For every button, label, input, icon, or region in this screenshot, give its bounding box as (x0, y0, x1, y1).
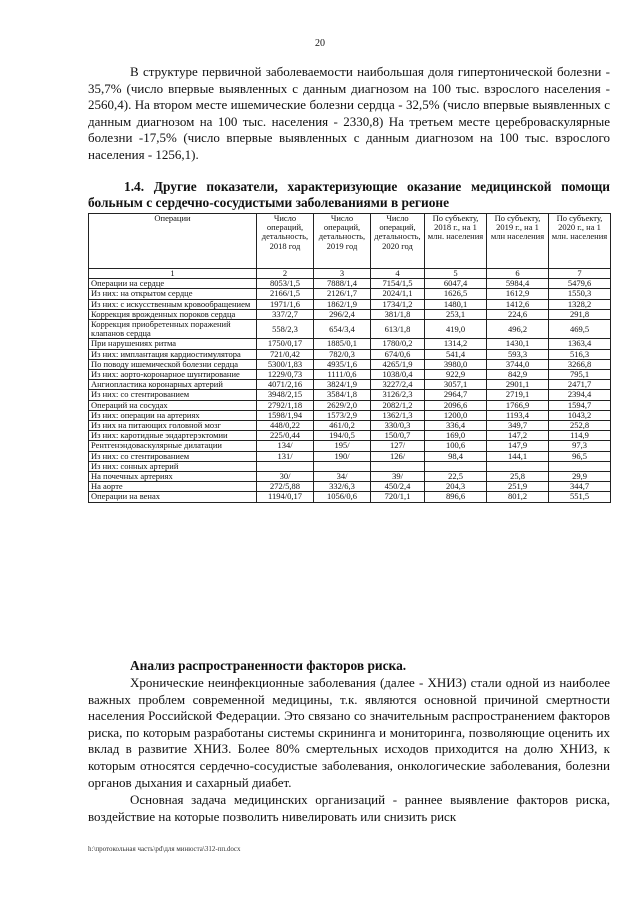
operation-name-cell: Из них: операции на артериях (89, 410, 257, 420)
value-cell: 1598/1,94 (257, 410, 314, 420)
value-cell: 5300/1,83 (257, 359, 314, 369)
value-cell: 7888/1,4 (314, 279, 371, 289)
value-cell: 1111/0,6 (314, 370, 371, 380)
value-cell: 344,7 (549, 482, 611, 492)
value-cell: 251,9 (487, 482, 549, 492)
value-cell: 2629/2,0 (314, 400, 371, 410)
value-cell: 842,9 (487, 370, 549, 380)
table-row (89, 482, 611, 492)
value-cell: 3824/1,9 (314, 380, 371, 390)
value-cell: 541,4 (425, 349, 487, 359)
column-number: 2 (257, 269, 314, 279)
value-cell: 1194/0,17 (257, 492, 314, 502)
value-cell: 721/0,42 (257, 349, 314, 359)
value-cell: 114,9 (549, 431, 611, 441)
value-cell: 2792/1,18 (257, 400, 314, 410)
value-cell: 654/3,4 (314, 320, 371, 339)
operation-name-cell: Из них: каротидные эндартерэктомии (89, 431, 257, 441)
value-cell (314, 461, 371, 471)
table-row (89, 410, 611, 420)
operation-name-cell: Ангиопластика коронарных артерий (89, 380, 257, 390)
value-cell: 4071/2,16 (257, 380, 314, 390)
value-cell: 29,9 (549, 472, 611, 482)
value-cell (371, 461, 425, 471)
value-cell: 2394,4 (549, 390, 611, 400)
table-row (89, 370, 611, 380)
column-number: 4 (371, 269, 425, 279)
risk-paragraph-1: Хронические неинфекционные заболевания (далее - ХНИЗ) стали одной из наиболее важных проблем современной медицины, т.к. являются основной причиной смертности населения Российской Федерации. Это связано со значительным распространением факторов риска, по которым разработаны системы скрининга и мониторинга, позволяющие оценить их вклад в развитие ХНИЗ. Более 80% смертельных исходов приходится на долю ХНИЗ, к которым относятся сердечно-сосудистые заболевания, онкологические заболевания, болезни органов дыхания и сахарный диабет. (88, 675, 610, 790)
table-row (89, 421, 611, 431)
value-cell: 1550,3 (549, 289, 611, 299)
value-cell: 1056/0,6 (314, 492, 371, 502)
value-cell: 22,5 (425, 472, 487, 482)
value-cell: 134/ (257, 441, 314, 451)
value-cell: 2082/1,2 (371, 400, 425, 410)
header-ops-2018: Число операций, детальность, 2018 год (257, 214, 314, 269)
value-cell: 147,2 (487, 431, 549, 441)
header-subject-2019: По субъекту, 2019 г., на 1 млн населения (487, 214, 549, 269)
value-cell: 1885/0,1 (314, 339, 371, 349)
value-cell: 349,7 (487, 421, 549, 431)
value-cell (487, 461, 549, 471)
value-cell: 25,8 (487, 472, 549, 482)
footer-file-path: h:\протокольная часть\pd\для минюста\312-пп.docx (88, 845, 241, 853)
value-cell: 100,6 (425, 441, 487, 451)
value-cell: 448/0,22 (257, 421, 314, 431)
table-row (89, 309, 611, 319)
value-cell: 496,2 (487, 320, 549, 339)
value-cell: 3126/2,3 (371, 390, 425, 400)
column-number: 7 (549, 269, 611, 279)
value-cell: 1573/2,9 (314, 410, 371, 420)
value-cell: 8053/1,5 (257, 279, 314, 289)
column-number-row (89, 269, 611, 279)
operation-name-cell: На аорте (89, 482, 257, 492)
value-cell: 7154/1,5 (371, 279, 425, 289)
value-cell: 96,5 (549, 451, 611, 461)
value-cell: 330/0,3 (371, 421, 425, 431)
value-cell: 1862/1,9 (314, 299, 371, 309)
value-cell: 593,3 (487, 349, 549, 359)
value-cell: 2719,1 (487, 390, 549, 400)
operation-name-cell: Из них: с искусственным кровообращением (89, 299, 257, 309)
page-number: 20 (315, 38, 325, 49)
value-cell: 1412,6 (487, 299, 549, 309)
value-cell: 1043,2 (549, 410, 611, 420)
operation-name-cell: Из них: со стентированием (89, 390, 257, 400)
operation-name-cell: По поводу ишемической болезни сердца (89, 359, 257, 369)
table-row (89, 431, 611, 441)
value-cell: 1612,9 (487, 289, 549, 299)
value-cell: 795,1 (549, 370, 611, 380)
operation-name-cell: Коррекция врожденных пороков сердца (89, 309, 257, 319)
value-cell: 3266,8 (549, 359, 611, 369)
table-row (89, 339, 611, 349)
value-cell: 469,5 (549, 320, 611, 339)
table-header-row (89, 214, 611, 269)
value-cell: 252,8 (549, 421, 611, 431)
value-cell: 5479,6 (549, 279, 611, 289)
value-cell: 144,1 (487, 451, 549, 461)
value-cell: 782/0,3 (314, 349, 371, 359)
operation-name-cell: Из них: на открытом сердце (89, 289, 257, 299)
value-cell: 1750/0,17 (257, 339, 314, 349)
value-cell: 30/ (257, 472, 314, 482)
value-cell: 34/ (314, 472, 371, 482)
table-row (89, 359, 611, 369)
value-cell: 801,2 (487, 492, 549, 502)
value-cell: 272/5,88 (257, 482, 314, 492)
value-cell: 613/1,8 (371, 320, 425, 339)
value-cell: 97,3 (549, 441, 611, 451)
value-cell: 4265/1,9 (371, 359, 425, 369)
value-cell: 336,4 (425, 421, 487, 431)
value-cell: 296/2,4 (314, 309, 371, 319)
table-row (89, 349, 611, 359)
value-cell: 150/0,7 (371, 431, 425, 441)
table-row (89, 492, 611, 502)
value-cell: 674/0,6 (371, 349, 425, 359)
value-cell: 1229/0,73 (257, 370, 314, 380)
value-cell: 2901,1 (487, 380, 549, 390)
operation-name-cell: При нарушениях ритма (89, 339, 257, 349)
value-cell: 720/1,1 (371, 492, 425, 502)
table-row (89, 472, 611, 482)
value-cell: 2964,7 (425, 390, 487, 400)
operation-name-cell: Операции на сердце (89, 279, 257, 289)
value-cell: 3744,0 (487, 359, 549, 369)
header-ops-2019: Число операций, детальность, 2019 год (314, 214, 371, 269)
table-row (89, 380, 611, 390)
table-row (89, 461, 611, 471)
value-cell: 98,4 (425, 451, 487, 461)
value-cell: 3227/2,4 (371, 380, 425, 390)
operations-table (88, 213, 611, 503)
risk-section-title: Анализ распространенности факторов риска. (130, 658, 407, 673)
value-cell: 1734/1,2 (371, 299, 425, 309)
value-cell (425, 461, 487, 471)
value-cell: 461/0,2 (314, 421, 371, 431)
value-cell: 204,3 (425, 482, 487, 492)
header-subject-2020: По субъекту, 2020 г., на 1 млн. населения (549, 214, 611, 269)
value-cell (257, 461, 314, 471)
value-cell: 1314,2 (425, 339, 487, 349)
value-cell: 896,6 (425, 492, 487, 502)
value-cell: 291,8 (549, 309, 611, 319)
value-cell: 1594,7 (549, 400, 611, 410)
intro-paragraph: В структуре первичной заболеваемости наибольшая доля гипертонической болезни - 35,7% (число впервые выявленных с данным диагнозом на 100 тыс. взрослого населения - 2560,4). На втором месте ишемические болезни сердца - 32,5% (число впервые выявленных с данным диагнозом на 100 тыс. населения - 2330,8) На третьем месте цереброваскулярные болезни -17,5% (число впервые выявленных с данным диагнозом на 100 тыс. взрослого населения - 1256,1). (88, 64, 610, 162)
section-title: 1.4. Другие показатели, характеризующие оказание медицинской помощи больным с сердечно-сосудистыми заболеваниями в регионе (88, 179, 610, 210)
operation-name-cell: Рентгенэндоваскулярные дилатации (89, 441, 257, 451)
value-cell (549, 461, 611, 471)
column-number: 1 (89, 269, 257, 279)
value-cell: 1480,1 (425, 299, 487, 309)
header-ops-2020: Число операций, детальность, 2020 год (371, 214, 425, 269)
value-cell: 1362/1,3 (371, 410, 425, 420)
value-cell: 381/1,8 (371, 309, 425, 319)
operation-name-cell: Из них на питающих головной мозг (89, 421, 257, 431)
value-cell: 2471,7 (549, 380, 611, 390)
value-cell: 225/0,44 (257, 431, 314, 441)
value-cell: 2166/1,5 (257, 289, 314, 299)
value-cell: 195/ (314, 441, 371, 451)
value-cell: 3948/2,15 (257, 390, 314, 400)
operation-name-cell: Операции на венах (89, 492, 257, 502)
column-number: 3 (314, 269, 371, 279)
value-cell: 1626,5 (425, 289, 487, 299)
value-cell: 1193,4 (487, 410, 549, 420)
value-cell: 1766,9 (487, 400, 549, 410)
value-cell: 224,6 (487, 309, 549, 319)
operation-name-cell: Из них: сонных артерий (89, 461, 257, 471)
value-cell: 2126/1,7 (314, 289, 371, 299)
value-cell: 3057,1 (425, 380, 487, 390)
value-cell: 332/6,3 (314, 482, 371, 492)
value-cell: 1780/0,2 (371, 339, 425, 349)
value-cell: 922,9 (425, 370, 487, 380)
header-operations: Операции (89, 214, 257, 269)
value-cell: 147,9 (487, 441, 549, 451)
value-cell: 1430,1 (487, 339, 549, 349)
header-subject-2018: По субъекту, 2018 г., на 1 млн. населения (425, 214, 487, 269)
table-row (89, 299, 611, 309)
value-cell: 39/ (371, 472, 425, 482)
table-row (89, 289, 611, 299)
table-row (89, 279, 611, 289)
operation-name-cell: Коррекция приобретенных поражений клапанов сердца (89, 320, 257, 339)
operation-name-cell: Операций на сосудах (89, 400, 257, 410)
value-cell: 131/ (257, 451, 314, 461)
value-cell: 450/2,4 (371, 482, 425, 492)
value-cell: 3584/1,8 (314, 390, 371, 400)
operation-name-cell: Из них: со стентированием (89, 451, 257, 461)
operation-name-cell: Из них: аорто-коронарное шунтирование (89, 370, 257, 380)
value-cell: 2096,6 (425, 400, 487, 410)
value-cell: 6047,4 (425, 279, 487, 289)
value-cell: 1363,4 (549, 339, 611, 349)
value-cell: 127/ (371, 441, 425, 451)
value-cell: 253,1 (425, 309, 487, 319)
value-cell: 1328,2 (549, 299, 611, 309)
value-cell: 3980,0 (425, 359, 487, 369)
value-cell: 5984,4 (487, 279, 549, 289)
operation-name-cell: На почечных артериях (89, 472, 257, 482)
value-cell: 194/0,5 (314, 431, 371, 441)
value-cell: 4935/1,6 (314, 359, 371, 369)
table-row (89, 390, 611, 400)
value-cell: 2024/1,1 (371, 289, 425, 299)
table-row (89, 441, 611, 451)
value-cell: 419,0 (425, 320, 487, 339)
value-cell: 169,0 (425, 431, 487, 441)
column-number: 6 (487, 269, 549, 279)
value-cell: 1200,0 (425, 410, 487, 420)
operation-name-cell: Из них: имплантация кардиостимулятора (89, 349, 257, 359)
table-row (89, 400, 611, 410)
table-row (89, 451, 611, 461)
table-row (89, 320, 611, 339)
column-number: 5 (425, 269, 487, 279)
value-cell: 558/2,3 (257, 320, 314, 339)
value-cell: 126/ (371, 451, 425, 461)
value-cell: 551,5 (549, 492, 611, 502)
value-cell: 516,3 (549, 349, 611, 359)
value-cell: 1038/0,4 (371, 370, 425, 380)
value-cell: 190/ (314, 451, 371, 461)
value-cell: 1971/1,6 (257, 299, 314, 309)
value-cell: 337/2,7 (257, 309, 314, 319)
risk-paragraph-2: Основная задача медицинских организаций - раннее выявление факторов риска, воздействие на которые позволить нивелировать или снизить риск (88, 792, 610, 824)
